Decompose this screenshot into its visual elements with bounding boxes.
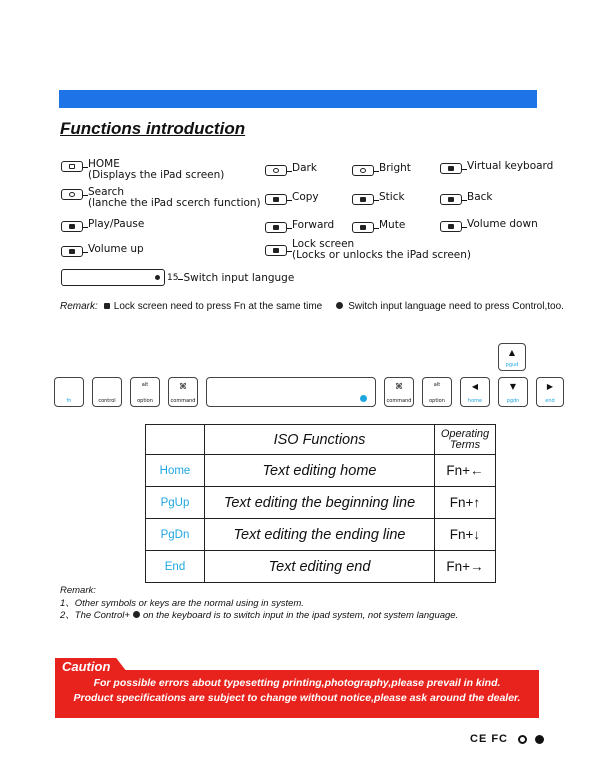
virtual-keyboard-label: Virtual keyboard [467, 160, 554, 172]
end-arrow-key [536, 377, 564, 407]
terms-cell: Fn+← [435, 455, 496, 487]
search-key-icon [61, 189, 83, 200]
copy-label: Copy [292, 191, 319, 203]
fn-lock-screen [265, 239, 471, 261]
option-key-left [130, 377, 160, 407]
globe-icon [155, 275, 160, 280]
function-cell: Text editing end [205, 551, 435, 583]
ce-fc-marks: CE FC [470, 733, 508, 745]
key-cell: PgDn [146, 519, 205, 551]
search-desc: (lanche the iPad scerch function) [88, 197, 261, 209]
switch-note: Switch input language need to press Control,too. [348, 301, 564, 312]
table-header-row [146, 425, 496, 455]
home-key-icon [61, 161, 83, 172]
fn-copy [265, 192, 319, 205]
up-arrow-icon: ▲ [508, 348, 516, 357]
dark-label: Dark [292, 162, 317, 174]
header-functions: ISO Functions [205, 425, 435, 455]
caution-label: Caution [62, 659, 111, 674]
switch-input-key-icon [61, 269, 165, 286]
volume-down-label: Volume down [467, 218, 538, 230]
fn-bright [352, 163, 411, 176]
stick-label: Stick [379, 191, 405, 203]
remark-prefix: Remark: [60, 301, 98, 312]
paste-key-icon [352, 194, 374, 205]
lock-screen-desc: (Locks or unlocks the iPad screen) [292, 249, 472, 261]
home-arrow-key [460, 377, 490, 407]
function-cell: Text editing the ending line [205, 519, 435, 551]
command-label-right: command [386, 398, 412, 404]
certification-marks [470, 733, 544, 745]
pgup-key-label: pgud [505, 362, 519, 368]
page-title: Functions introduction [60, 119, 246, 138]
rohs-icon [535, 735, 544, 744]
header-terms-line1: Operating [440, 427, 490, 440]
function-cell: Text editing home [205, 455, 435, 487]
fn-home [61, 159, 224, 181]
remark-notes [60, 585, 458, 623]
control-key-label: control [98, 398, 116, 404]
fn-stick [352, 192, 405, 205]
table-row [146, 551, 496, 583]
fn-virtual-keyboard [440, 161, 553, 174]
fn-play-pause [61, 219, 144, 232]
back-key-icon [440, 194, 462, 205]
fn-volume-down [440, 219, 538, 232]
fn-dark [265, 163, 317, 176]
fn-volume-up [61, 244, 144, 257]
globe-icon [360, 395, 367, 402]
header-terms [435, 425, 496, 455]
caution-line-2: Product specifications are subject to change without notice,please ask around the dealer. [73, 692, 521, 704]
key-cell: Home [146, 455, 205, 487]
remark-line-2 [60, 610, 458, 623]
option-key-right [422, 377, 452, 407]
left-arrow-icon: ◀ [471, 382, 479, 391]
command-label-left: command [170, 398, 196, 404]
search-label: Search [88, 186, 125, 198]
pgup-arrow-key [498, 343, 526, 371]
home-key-label: home [467, 398, 483, 404]
lock-screen-label: Lock screen [292, 238, 355, 250]
option-label-right: option [429, 398, 445, 404]
table-row [146, 487, 496, 519]
function-cell: Text editing the beginning line [205, 487, 435, 519]
copy-key-icon [265, 194, 287, 205]
keyboard-key-icon [440, 163, 462, 174]
back-label: Back [467, 191, 493, 203]
home-desc: (Displays the iPad screen) [88, 169, 225, 181]
volume-up-key-icon [61, 246, 83, 257]
pgdn-key-label: pgdn [506, 398, 520, 404]
fn-key-label: fn [66, 398, 72, 404]
down-arrow-icon: ▼ [509, 382, 517, 391]
forward-key-icon [265, 222, 287, 233]
fn-forward [265, 220, 334, 233]
header-empty-cell [146, 425, 205, 455]
command-icon: ⌘ [395, 382, 403, 391]
key-cell: End [146, 551, 205, 583]
terms-cell: Fn+→ [435, 551, 496, 583]
forward-label: Forward [292, 219, 335, 231]
recycle-icon [518, 735, 527, 744]
dark-key-icon [265, 165, 287, 176]
volume-up-label: Volume up [88, 243, 144, 255]
switch-input-number: 15 [167, 273, 179, 283]
fn-switch-input [61, 269, 294, 286]
fn-mute [352, 220, 405, 233]
terms-cell: Fn+↑ [435, 487, 496, 519]
pgdn-arrow-key [498, 377, 528, 407]
remark-line-2a: 2、The Control+ [60, 610, 130, 621]
command-key-right [384, 377, 414, 407]
caution-line-1: For possible errors about typesetting printing,photography,please prevail in kind. [93, 677, 501, 689]
control-key [92, 377, 122, 407]
lock-icon [104, 303, 110, 309]
lock-note: Lock screen need to press Fn at the same time [113, 301, 323, 312]
command-key-left [168, 377, 198, 407]
globe-icon [133, 611, 140, 618]
fn-back [440, 192, 493, 205]
bright-label: Bright [379, 162, 411, 174]
switch-input-label: Switch input languge [183, 272, 295, 284]
iso-functions-table [145, 424, 496, 583]
header-bar [59, 90, 537, 108]
mute-label: Mute [379, 219, 406, 231]
remark-line [60, 301, 564, 312]
bright-key-icon [352, 165, 374, 176]
table-row [146, 455, 496, 487]
end-key-label: end [545, 398, 555, 404]
volume-down-key-icon [440, 221, 462, 232]
right-arrow-icon: ▶ [546, 382, 554, 391]
table-row [146, 519, 496, 551]
remark-line-2b: on the keyboard is to switch input in the ipad system, not system language. [142, 610, 459, 621]
mute-key-icon [352, 222, 374, 233]
play-pause-label: Play/Pause [88, 218, 145, 230]
lock-key-icon [265, 245, 287, 256]
terms-cell: Fn+↓ [435, 519, 496, 551]
header-terms-line2: Terms [449, 438, 481, 451]
alt-label-left: alt [141, 382, 149, 388]
play-pause-key-icon [61, 221, 83, 232]
key-cell: PgUp [146, 487, 205, 519]
space-bar [206, 377, 376, 407]
option-label-left: option [137, 398, 153, 404]
remark-title: Remark: [60, 585, 96, 596]
command-icon: ⌘ [179, 382, 187, 391]
remark-line-1: 1、Other symbols or keys are the normal using in system. [60, 597, 304, 609]
globe-icon [336, 302, 343, 309]
home-label: HOME [88, 158, 120, 170]
alt-label-right: alt [433, 382, 441, 388]
fn-search [61, 187, 261, 209]
fn-key [54, 377, 84, 407]
